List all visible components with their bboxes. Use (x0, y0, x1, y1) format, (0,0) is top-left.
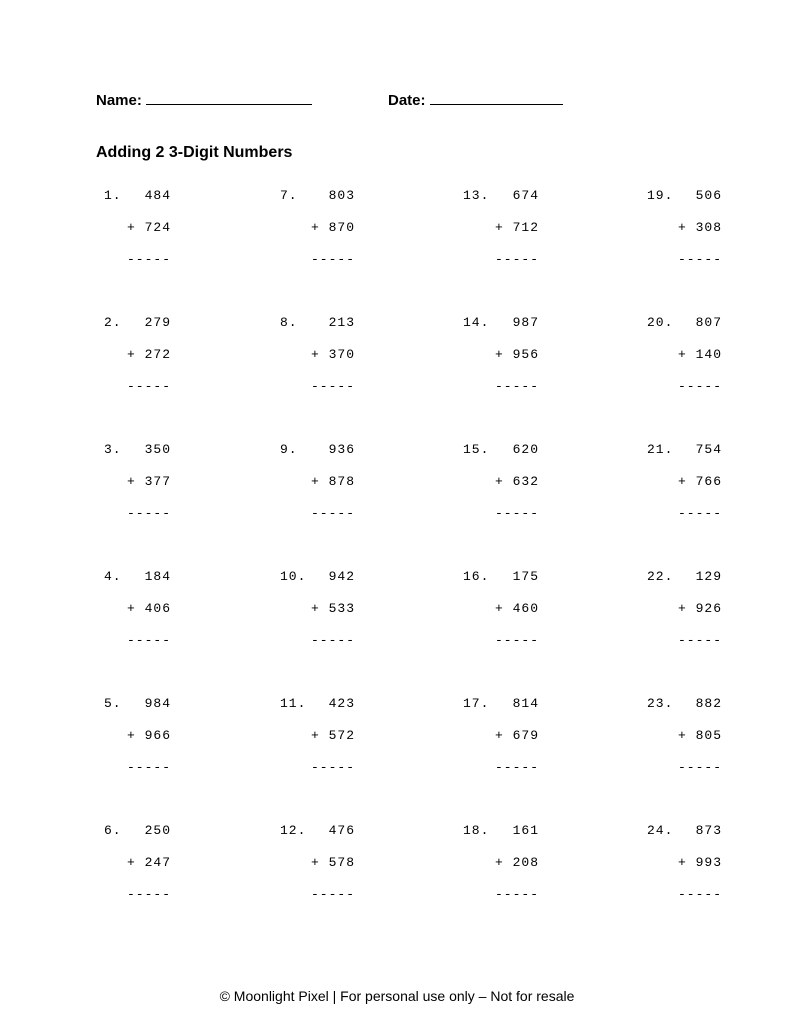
problem-number: 3. (104, 442, 122, 457)
addend-top: 882 (695, 696, 722, 711)
problem-11 (280, 696, 355, 776)
addend-bottom: + 377 (126, 474, 171, 489)
problem-number: 7. (280, 188, 298, 203)
addend-top: 936 (328, 442, 355, 457)
addend-bottom: + 712 (494, 220, 539, 235)
answer-line[interactable]: ----- (126, 506, 171, 521)
problem-2 (104, 315, 171, 395)
answer-line[interactable]: ----- (677, 760, 722, 775)
problem-14 (463, 315, 539, 395)
problem-21 (647, 442, 722, 522)
problem-number: 17. (463, 696, 490, 711)
addend-bottom: + 679 (494, 728, 539, 743)
answer-line[interactable]: ----- (126, 252, 171, 267)
answer-line[interactable]: ----- (494, 887, 539, 902)
addend-top: 175 (512, 569, 539, 584)
problem-10 (280, 569, 355, 649)
name-label: Name: (96, 92, 142, 109)
problem-number: 12. (280, 823, 307, 838)
addend-bottom: + 766 (677, 474, 722, 489)
problem-7 (280, 188, 355, 268)
addend-bottom: + 724 (126, 220, 171, 235)
answer-line[interactable]: ----- (494, 506, 539, 521)
problem-9 (280, 442, 355, 522)
addend-top: 984 (144, 696, 171, 711)
addend-bottom: + 572 (310, 728, 355, 743)
problem-number: 6. (104, 823, 122, 838)
problem-number: 20. (647, 315, 674, 330)
answer-line[interactable]: ----- (126, 633, 171, 648)
footer-copyright: © Moonlight Pixel | For personal use only – Not for resale (219, 988, 575, 1004)
answer-line[interactable]: ----- (126, 887, 171, 902)
problem-5 (104, 696, 171, 776)
problem-16 (463, 569, 539, 649)
answer-line[interactable]: ----- (494, 633, 539, 648)
problem-24 (647, 823, 722, 903)
problem-23 (647, 696, 722, 776)
problem-number: 14. (463, 315, 490, 330)
answer-line[interactable]: ----- (677, 633, 722, 648)
addend-top: 213 (328, 315, 355, 330)
problem-15 (463, 442, 539, 522)
addend-top: 250 (144, 823, 171, 838)
problem-13 (463, 188, 539, 268)
problem-number: 13. (463, 188, 490, 203)
problem-1 (104, 188, 171, 268)
problem-number: 16. (463, 569, 490, 584)
addend-top: 873 (695, 823, 722, 838)
problem-3 (104, 442, 171, 522)
addend-bottom: + 578 (310, 855, 355, 870)
problem-number: 11. (280, 696, 307, 711)
addend-top: 184 (144, 569, 171, 584)
addend-top: 814 (512, 696, 539, 711)
problem-number: 22. (647, 569, 674, 584)
problem-17 (463, 696, 539, 776)
addend-top: 129 (695, 569, 722, 584)
problem-number: 15. (463, 442, 490, 457)
addend-bottom: + 460 (494, 601, 539, 616)
addend-top: 484 (144, 188, 171, 203)
problem-number: 5. (104, 696, 122, 711)
answer-line[interactable]: ----- (494, 252, 539, 267)
addend-top: 942 (328, 569, 355, 584)
problem-number: 19. (647, 188, 674, 203)
answer-line[interactable]: ----- (310, 252, 355, 267)
addend-bottom: + 870 (310, 220, 355, 235)
addend-bottom: + 272 (126, 347, 171, 362)
problem-number: 10. (280, 569, 307, 584)
problem-18 (463, 823, 539, 903)
date-label: Date: (388, 92, 426, 109)
problem-19 (647, 188, 722, 268)
problem-number: 18. (463, 823, 490, 838)
problem-number: 9. (280, 442, 298, 457)
addend-top: 350 (144, 442, 171, 457)
problem-number: 21. (647, 442, 674, 457)
addend-top: 506 (695, 188, 722, 203)
addend-bottom: + 533 (310, 601, 355, 616)
answer-line[interactable]: ----- (310, 379, 355, 394)
problem-number: 4. (104, 569, 122, 584)
addend-bottom: + 805 (677, 728, 722, 743)
addend-top: 620 (512, 442, 539, 457)
addend-bottom: + 308 (677, 220, 722, 235)
answer-line[interactable]: ----- (310, 506, 355, 521)
answer-line[interactable]: ----- (677, 506, 722, 521)
addend-bottom: + 993 (677, 855, 722, 870)
addend-bottom: + 926 (677, 601, 722, 616)
addend-bottom: + 406 (126, 601, 171, 616)
problem-20 (647, 315, 722, 395)
addend-top: 674 (512, 188, 539, 203)
addend-bottom: + 966 (126, 728, 171, 743)
problem-number: 23. (647, 696, 674, 711)
addend-bottom: + 956 (494, 347, 539, 362)
addend-top: 279 (144, 315, 171, 330)
addend-bottom: + 878 (310, 474, 355, 489)
answer-line[interactable]: ----- (310, 633, 355, 648)
addend-top: 476 (328, 823, 355, 838)
worksheet-title: Adding 2 3-Digit Numbers (96, 144, 293, 161)
answer-line[interactable]: ----- (494, 760, 539, 775)
problem-number: 2. (104, 315, 122, 330)
problem-number: 1. (104, 188, 122, 203)
problem-number: 24. (647, 823, 674, 838)
problem-12 (280, 823, 355, 903)
addend-top: 987 (512, 315, 539, 330)
problem-22 (647, 569, 722, 649)
answer-line[interactable]: ----- (310, 760, 355, 775)
answer-line[interactable]: ----- (126, 379, 171, 394)
addend-top: 754 (695, 442, 722, 457)
addend-bottom: + 208 (494, 855, 539, 870)
addend-top: 161 (512, 823, 539, 838)
answer-line[interactable]: ----- (494, 379, 539, 394)
addend-bottom: + 247 (126, 855, 171, 870)
problem-6 (104, 823, 171, 903)
addend-bottom: + 632 (494, 474, 539, 489)
addend-top: 803 (328, 188, 355, 203)
problem-4 (104, 569, 171, 649)
answer-line[interactable]: ----- (310, 887, 355, 902)
answer-line[interactable]: ----- (677, 379, 722, 394)
answer-line[interactable]: ----- (677, 252, 722, 267)
addend-bottom: + 370 (310, 347, 355, 362)
problem-number: 8. (280, 315, 298, 330)
addend-top: 423 (328, 696, 355, 711)
addend-bottom: + 140 (677, 347, 722, 362)
addend-top: 807 (695, 315, 722, 330)
answer-line[interactable]: ----- (126, 760, 171, 775)
answer-line[interactable]: ----- (677, 887, 722, 902)
problem-8 (280, 315, 355, 395)
